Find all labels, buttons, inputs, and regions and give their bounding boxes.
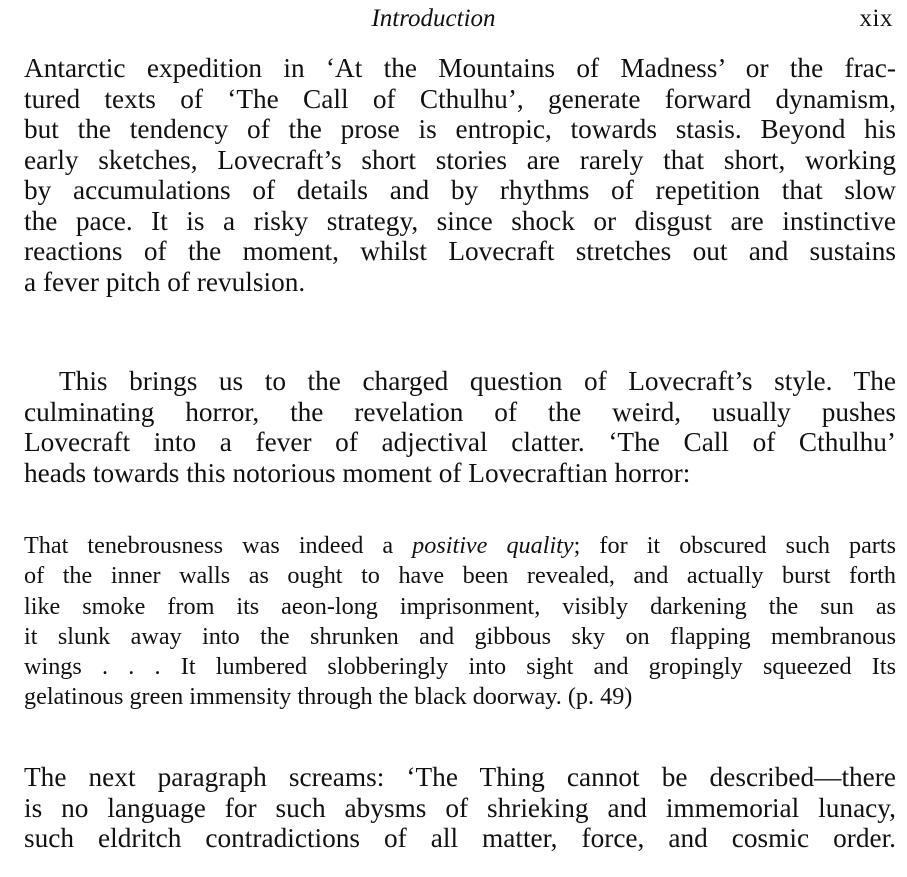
text-line: early sketches, Lovecraft’s short stories are rarely that short, working (24, 144, 896, 175)
quote-line: gelatinous green immensity through the black doorway. (p. 49) (24, 683, 633, 711)
text-line: tured texts of ‘The Call of Cthulhu’, generate forward dynamism, (24, 83, 896, 114)
quote-text: That tenebrousness was indeed a (24, 532, 413, 559)
paragraph-2 (24, 366, 896, 488)
paragraph-1 (24, 53, 896, 297)
paragraph-3 (24, 762, 896, 854)
quote-text: ; for it obscured such parts (573, 532, 896, 559)
text-line: but the tendency of the prose is entropic, towards stasis. Beyond his (24, 114, 896, 144)
running-title: Introduction (371, 5, 496, 32)
quote-line: like smoke from its aeon-long imprisonment, visibly darkening the sun as (24, 592, 896, 620)
text-line: is no language for such abysms of shrieking and immemorial lunacy, (24, 792, 896, 823)
quote-italic-text: positive quality (412, 532, 574, 559)
text-line: reactions of the moment, whilst Lovecraft stretches out and sustains (24, 236, 896, 266)
page-number: xix (859, 5, 893, 32)
text-line: by accumulations of details and by rhythms of repetition that slow (24, 175, 896, 205)
quote-line: it slunk away into the shrunken and gibbous sky on flapping membranous (24, 622, 896, 650)
text-line: a fever pitch of revulsion. (24, 266, 306, 297)
quote-line: wings . . . It lumbered slobberingly into sight and gropingly squeezed Its (24, 653, 896, 681)
quote-line: of the inner walls as ought to have been revealed, and actually burst forth (24, 562, 896, 590)
text-line: Lovecraft into a fever of adjectival clatter. ‘The Call of Cthulhu’ (24, 427, 896, 457)
text-line: the pace. It is a risky strategy, since shock or disgust are instinctive (24, 205, 896, 236)
text-line: such eldritch contradictions of all matter, force, and cosmic order. (24, 823, 896, 853)
text-line: heads towards this notorious moment of Lovecraftian horror: (24, 457, 691, 488)
block-quote (24, 531, 896, 713)
quote-line (24, 531, 896, 561)
text-line: The next paragraph screams: ‘The Thing cannot be described—there (24, 762, 896, 792)
text-line: This brings us to the charged question of Lovecraft’s style. The (59, 366, 896, 396)
text-line: culminating horror, the revelation of the weird, usually pushes (24, 396, 896, 427)
text-line: Antarctic expedition in ‘At the Mountains of Madness’ or the frac- (24, 53, 896, 83)
